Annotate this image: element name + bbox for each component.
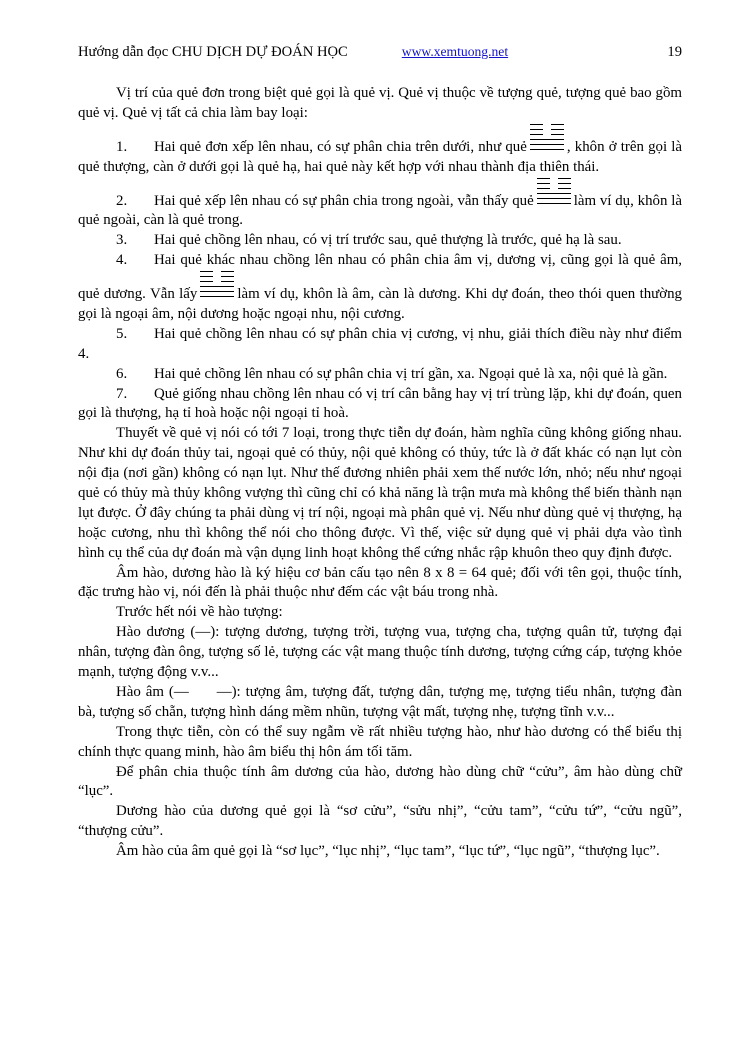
page-number: 19: [667, 44, 682, 60]
list-item-1: [78, 124, 682, 178]
list-item-1-text-a: Hai quẻ đơn xếp lên nhau, có sự phân chia trên dưới, như quẻ: [154, 138, 527, 155]
list-item-1-number: 1.: [116, 138, 128, 155]
yin-hao-text-a: Hào âm (: [116, 683, 174, 700]
list-item-7-number: 7.: [116, 385, 128, 402]
page-header: [78, 44, 682, 66]
hexagram-dia-thien-thai-1: [530, 124, 564, 154]
paragraph-3: Âm hào, dương hào là ký hiệu cơ bản cấu tạo nên 8 x 8 = 64 quẻ; đối với tên gọi, thuộc tính, đặc trưng hào vị, nói đến là phải thuộc như đếm các vật báu trong nhà.: [78, 564, 682, 601]
list-item-2-number: 2.: [116, 192, 128, 209]
yang-hao-text-b: ): tượng dương, tượng trời, tượng vua, tượng cha, tượng quân tử, tượng đại nhân, tượng đàn ông, tượng số lẻ, tượng các vật mang thuộc tính dương, tượng cứng cáp, tượng khỏe mạnh, tượng động v.v...: [78, 624, 682, 681]
list-item-5-text: Hai quẻ chồng lên nhau có sự phân chia vị cương, vị nhu, giải thích điều này như điểm 4.: [78, 325, 682, 362]
list-item-2: [78, 178, 682, 232]
list-item-2-text-a: Hai quẻ xếp lên nhau có sự phân chia trong ngoài, vẫn thấy quẻ: [154, 192, 534, 209]
paragraph-9: Dương hào của dương quẻ gọi là “sơ cửu”, “sửu nhị”, “cửu tam”, “cửu tứ”, “cửu ngũ”, “thượng cửu”.: [78, 803, 682, 840]
list-item-6: [78, 365, 682, 385]
paragraph-2: Thuyết về quẻ vị nói có tới 7 loại, trong thực tiễn dự đoán, hàm nghĩa cũng không giống nhau. Như khi dự đoán thủy tai, ngoại quẻ có thủy, nội quẻ không có thủy, tức là ở đất khác có nạn lụt còn nội địa (nơi gần) không có nạn lụt. Như thế đương nhiên phải xem thế nước lớn, nhỏ; nếu như ngoại quẻ có thủy mà thủy không vượng thì cũng chỉ có khả năng là trận mưa mà không thể biến thành nạn lụt được. Ở đây chúng ta phải dùng vị trí nội, ngoại mà phân quẻ vị. Nếu như dùng quẻ vị thượng, hạ hoặc cương, nhu thì không thể nói cho thông được. Vì thế, việc sử dụng quẻ vị phải dựa vào tình hình cụ thể của dự đoán mà vận dụng linh hoạt không thể cứng nhắc rập khuôn theo quy định được.: [78, 425, 682, 561]
paragraph-4: Trước hết nói về hào tượng:: [116, 604, 283, 621]
page-content: [78, 84, 682, 862]
hexagram-dia-thien-thai-2: [537, 178, 571, 208]
hexagram-dia-thien-thai-3: [200, 271, 234, 301]
list-item-3: [78, 231, 682, 251]
list-item-7: [78, 385, 682, 425]
yin-hao-text-b: ): tượng âm, tượng đất, tượng dân, tượng mẹ, tượng tiểu nhân, tượng đàn bà, tượng số chẵn, tượng hình dáng mềm nhũn, tượng vật mất, tượng nhẹ, tượng tĩnh v.v...: [78, 683, 682, 720]
list-item-4: [78, 251, 682, 325]
list-item-4-number: 4.: [116, 252, 128, 269]
paragraph-7: Trong thực tiễn, còn có thể suy ngẫm về rất nhiều tượng hào, như hào dương có thể biểu thị chính thực quang minh, hào âm biểu thị hôn ám tối tăm.: [78, 723, 682, 760]
list-item-5-number: 5.: [116, 325, 128, 342]
paragraph-yin-hao: [78, 683, 682, 723]
yin-line-symbol-right: —: [216, 683, 232, 700]
list-item-6-text: Hai quẻ chồng lên nhau có sự phân chia vị trí gần, xa. Ngoại quẻ là xa, nội quẻ là gần.: [154, 365, 668, 382]
paragraph-8: Để phân chia thuộc tính âm dương của hào, dương hào dùng chữ “cửu”, âm hào dùng chữ “lục”.: [78, 763, 682, 800]
yang-line-symbol: —: [195, 624, 211, 641]
list-item-7-text: Quẻ giống nhau chồng lên nhau có vị trí cân bằng hay vị trí trùng lặp, khi dự đoán, quen gọi là thượng, hạ tỉ hoà hoặc nội ngoại tỉ hoà.: [78, 385, 682, 422]
list-item-1-text-b: , khôn ở trên gọi là quẻ thượng, càn ở dưới gọi là quẻ hạ, hai quẻ này kết hợp với nhau thành địa thiên thái.: [78, 138, 683, 175]
list-item-6-number: 6.: [116, 365, 128, 382]
list-item-3-number: 3.: [116, 232, 128, 249]
yang-hao-text-a: Hào dương (: [116, 624, 196, 641]
paragraph-yang-hao: [78, 623, 682, 683]
yin-line-symbol-left: —: [173, 683, 189, 700]
list-item-3-text: Hai quẻ chồng lên nhau, có vị trí trước sau, quẻ thượng là trước, quẻ hạ là sau.: [154, 232, 622, 249]
list-item-4-text-a: Hai quẻ khác nhau chồng lên nhau có phân chia âm vị, dương vị, cũng gọi là quẻ âm, quẻ dương. Vẫn lấy: [78, 252, 682, 303]
list-item-5: [78, 325, 682, 365]
paragraph-1: Vị trí của quẻ đơn trong biệt quẻ gọi là quẻ vị. Quẻ vị thuộc về tượng quẻ, tượng quẻ bao gồm quẻ vị. Quẻ vị tất cả chia làm bay loại:: [78, 85, 682, 121]
list-item-2-text-b: làm ví dụ, khôn là quẻ ngoài, càn là quẻ trong.: [78, 192, 682, 229]
header-title: Hướng dẫn đọc CHU DỊCH DỰ ĐOÁN HỌC: [78, 44, 348, 60]
paragraph-10: Âm hào của âm quẻ gọi là “sơ lục”, “lục nhị”, “lục tam”, “lục tứ”, “lục ngũ”, “thượng lục”.: [116, 843, 660, 860]
header-url-link[interactable]: www.xemtuong.net: [401, 44, 509, 59]
list-item-4-text-b: làm ví dụ, khôn là âm, càn là dương. Khi dự đoán, theo thói quen thường gọi là ngoại âm, nội dương hoặc ngoại nhu, nội cương.: [78, 286, 683, 323]
